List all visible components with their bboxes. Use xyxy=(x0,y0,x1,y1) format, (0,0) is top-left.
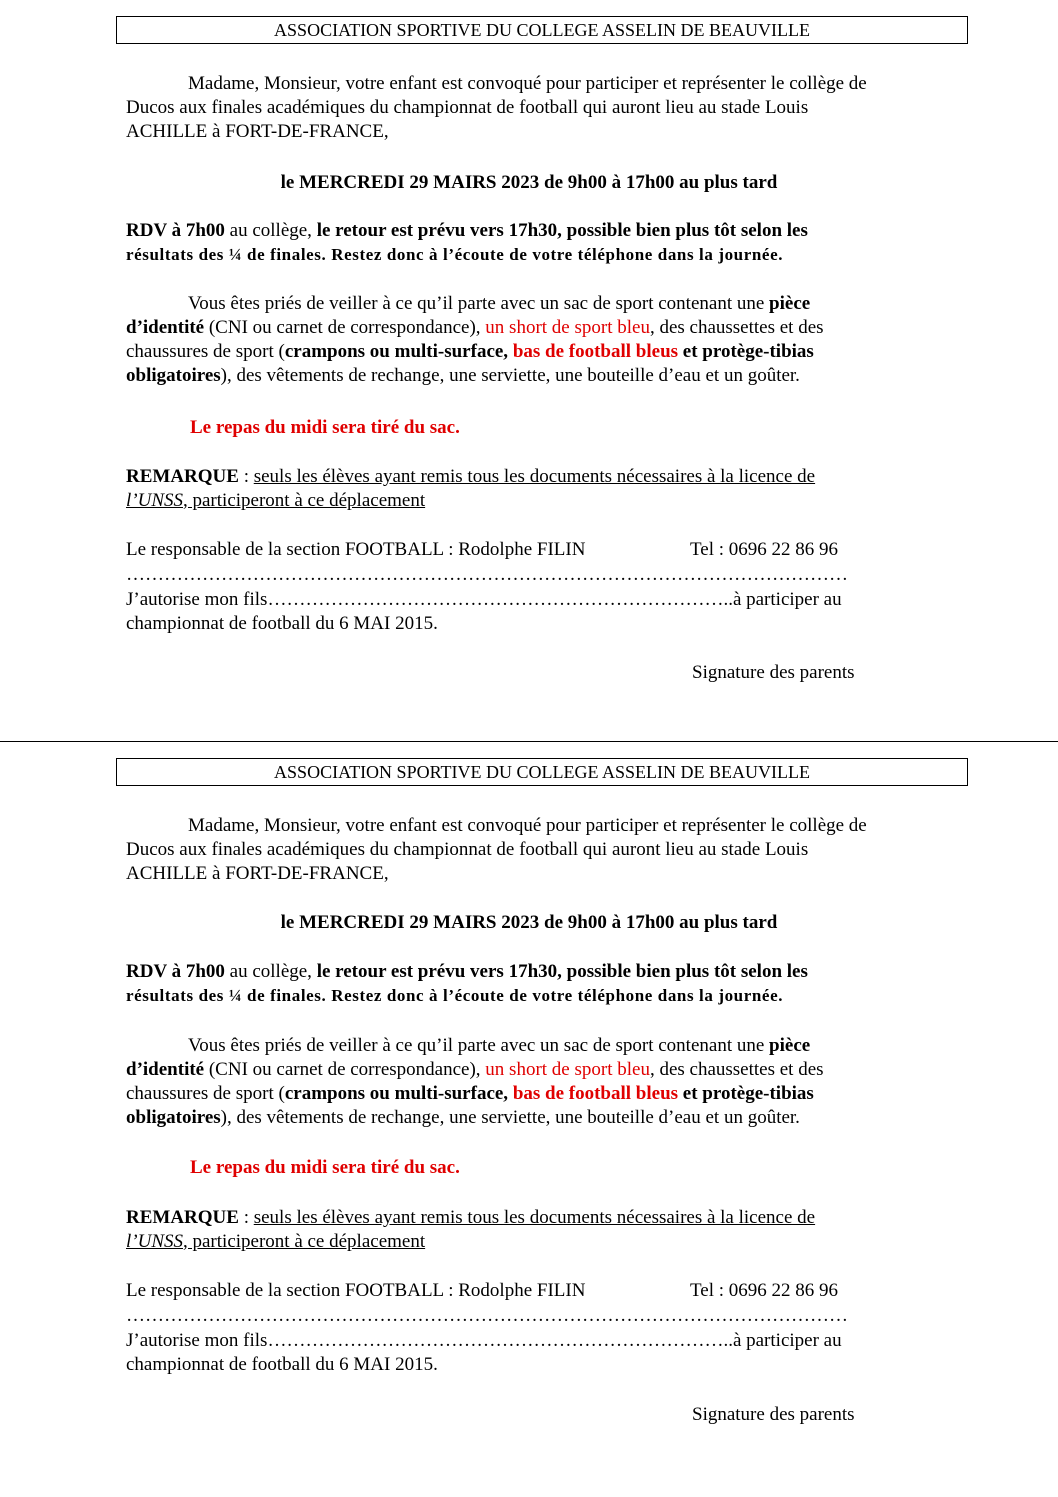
equip-text: Vous êtes priés de veiller à ce qu’il parte avec un sac de sport contenant une xyxy=(188,1035,770,1056)
signature-label: Signature des parents xyxy=(692,662,855,683)
intro-line-2: Ducos aux finales académiques du championnat de football qui auront lieu au stade Louis xyxy=(126,839,809,860)
authorize-text: J’autorise mon fils xyxy=(126,589,268,610)
equip-text: (CNI ou carnet de correspondance), xyxy=(204,317,486,338)
intro-line-3: ACHILLE à FORT-DE-FRANCE, xyxy=(126,121,389,142)
equip-text: (CNI ou carnet de correspondance), xyxy=(204,1059,486,1080)
intro-line-2: Ducos aux finales académiques du championnat de football qui auront lieu au stade Louis xyxy=(126,97,809,118)
remark-colon: : xyxy=(238,1207,254,1228)
contact-tel: Tel : 0696 22 86 96 xyxy=(690,1280,839,1301)
authorize-line-1 xyxy=(126,588,842,612)
equip-red: un short de sport bleu xyxy=(485,317,650,338)
equip-line-3 xyxy=(126,1082,814,1106)
rdv-return: le retour est prévu vers 17h30, possible bien plus tôt selon les xyxy=(316,961,808,982)
equip-bold: obligatoires xyxy=(126,1107,221,1128)
equip-text: ), des vêtements de rechange, une serviette, une bouteille d’eau et un goûter. xyxy=(220,365,800,386)
equip-bold: pièce xyxy=(769,293,811,314)
remark-text: , participeront à ce déplacement xyxy=(183,490,426,511)
authorize-line-2: championnat de football du 6 MAI 2015. xyxy=(126,1354,438,1375)
date-line xyxy=(0,911,1058,935)
equip-red-bold: bas de football bleus xyxy=(512,341,679,362)
authorize-text: à participer au xyxy=(732,1330,842,1351)
rdv-time: RDV à 7h00 xyxy=(126,220,225,241)
remark-text: seuls les élèves ayant remis tous les documents nécessaires à la licence de xyxy=(253,466,816,487)
rdv-line-2 xyxy=(126,243,783,267)
contact-resp: Le responsable de la section FOOTBALL : Rodolphe FILIN xyxy=(126,1280,586,1301)
rdv-place: au collège, xyxy=(224,220,317,241)
equip-text: ), des vêtements de rechange, une serviette, une bouteille d’eau et un goûter. xyxy=(220,1107,800,1128)
remark-text: seuls les élèves ayant remis tous les documents nécessaires à la licence de xyxy=(253,1207,816,1228)
equip-red: un short de sport bleu xyxy=(485,1059,650,1080)
date-text: le MERCREDI 29 MAIRS 2023 de 9h00 à 17h00 au plus tard xyxy=(280,172,778,193)
equip-text: chaussures de sport ( xyxy=(126,341,285,362)
signature-label: Signature des parents xyxy=(692,1404,855,1425)
intro-line-3: ACHILLE à FORT-DE-FRANCE, xyxy=(126,863,389,884)
convocation-top xyxy=(0,0,1058,720)
equip-bold: et protège-tibias xyxy=(678,341,814,362)
authorize-line-2: championnat de football du 6 MAI 2015. xyxy=(126,613,438,634)
rdv-return: le retour est prévu vers 17h30, possible bien plus tôt selon les xyxy=(316,220,808,241)
contact-resp: Le responsable de la section FOOTBALL : Rodolphe FILIN xyxy=(126,539,586,560)
remark-line-2 xyxy=(126,489,425,513)
rdv-place: au collège, xyxy=(224,961,317,982)
authorize-dots: ……………………………………………………………….. xyxy=(267,589,733,610)
intro-line-1: Madame, Monsieur, votre enfant est convoqué pour participer et représenter le collège de xyxy=(188,815,867,836)
authorize-line-1 xyxy=(126,1329,842,1353)
equip-bold: crampons ou multi-surface, xyxy=(284,341,513,362)
remark-label: REMARQUE xyxy=(126,466,239,487)
remark-unss: l’UNSS xyxy=(126,490,183,511)
header-box xyxy=(116,758,968,786)
header-title: ASSOCIATION SPORTIVE DU COLLEGE ASSELIN DE BEAUVILLE xyxy=(274,20,810,40)
dotted-separator: …………………………………………………………………………………………………… xyxy=(126,1305,848,1326)
equip-line-2 xyxy=(126,1058,824,1082)
meal-text: Le repas du midi sera tiré du sac. xyxy=(190,417,460,438)
remark-colon: : xyxy=(238,466,254,487)
rdv-line-2 xyxy=(126,984,783,1008)
intro-line-1: Madame, Monsieur, votre enfant est convoqué pour participer et représenter le collège de xyxy=(188,73,867,94)
equip-bold: obligatoires xyxy=(126,365,221,386)
header-box xyxy=(116,16,968,44)
rdv-line-1 xyxy=(126,960,808,984)
dotted-separator: …………………………………………………………………………………………………… xyxy=(126,564,848,585)
equip-bold: pièce xyxy=(769,1035,811,1056)
convocation-bottom xyxy=(0,742,1058,1462)
authorize-text: J’autorise mon fils xyxy=(126,1330,268,1351)
authorize-text: à participer au xyxy=(732,589,842,610)
rdv-note: résultats des ¼ de finales. Restez donc à l’écoute de votre téléphone dans la journée. xyxy=(126,986,784,1005)
remark-line-2 xyxy=(126,1230,425,1254)
equip-line-4 xyxy=(126,1106,800,1130)
remark-text: , participeront à ce déplacement xyxy=(183,1231,426,1252)
rdv-note: résultats des ¼ de finales. Restez donc à l’écoute de votre téléphone dans la journée. xyxy=(126,245,784,264)
contact-tel: Tel : 0696 22 86 96 xyxy=(690,539,839,560)
equip-line-4 xyxy=(126,364,800,388)
equip-bold: d’identité xyxy=(126,1059,205,1080)
equip-text: , des chaussettes et des xyxy=(649,317,824,338)
equip-bold: d’identité xyxy=(126,317,205,338)
remark-unss: l’UNSS xyxy=(126,1231,183,1252)
meal-line xyxy=(190,416,460,440)
remark-line-1 xyxy=(126,1206,815,1230)
header-title: ASSOCIATION SPORTIVE DU COLLEGE ASSELIN DE BEAUVILLE xyxy=(274,762,810,782)
date-line xyxy=(0,171,1058,195)
equip-text: , des chaussettes et des xyxy=(649,1059,824,1080)
remark-label: REMARQUE xyxy=(126,1207,239,1228)
equip-line-2 xyxy=(126,316,824,340)
equip-text: chaussures de sport ( xyxy=(126,1083,285,1104)
rdv-time: RDV à 7h00 xyxy=(126,961,225,982)
authorize-dots: ……………………………………………………………….. xyxy=(267,1330,733,1351)
remark-line-1 xyxy=(126,465,815,489)
equip-text: Vous êtes priés de veiller à ce qu’il parte avec un sac de sport contenant une xyxy=(188,293,770,314)
equip-red-bold: bas de football bleus xyxy=(512,1083,679,1104)
equip-line-3 xyxy=(126,340,814,364)
equip-line-1 xyxy=(188,1034,810,1058)
equip-bold: et protège-tibias xyxy=(678,1083,814,1104)
equip-bold: crampons ou multi-surface, xyxy=(284,1083,513,1104)
meal-line xyxy=(190,1156,460,1180)
date-text: le MERCREDI 29 MAIRS 2023 de 9h00 à 17h00 au plus tard xyxy=(280,912,778,933)
rdv-line-1 xyxy=(126,219,808,243)
equip-line-1 xyxy=(188,292,810,316)
meal-text: Le repas du midi sera tiré du sac. xyxy=(190,1157,460,1178)
